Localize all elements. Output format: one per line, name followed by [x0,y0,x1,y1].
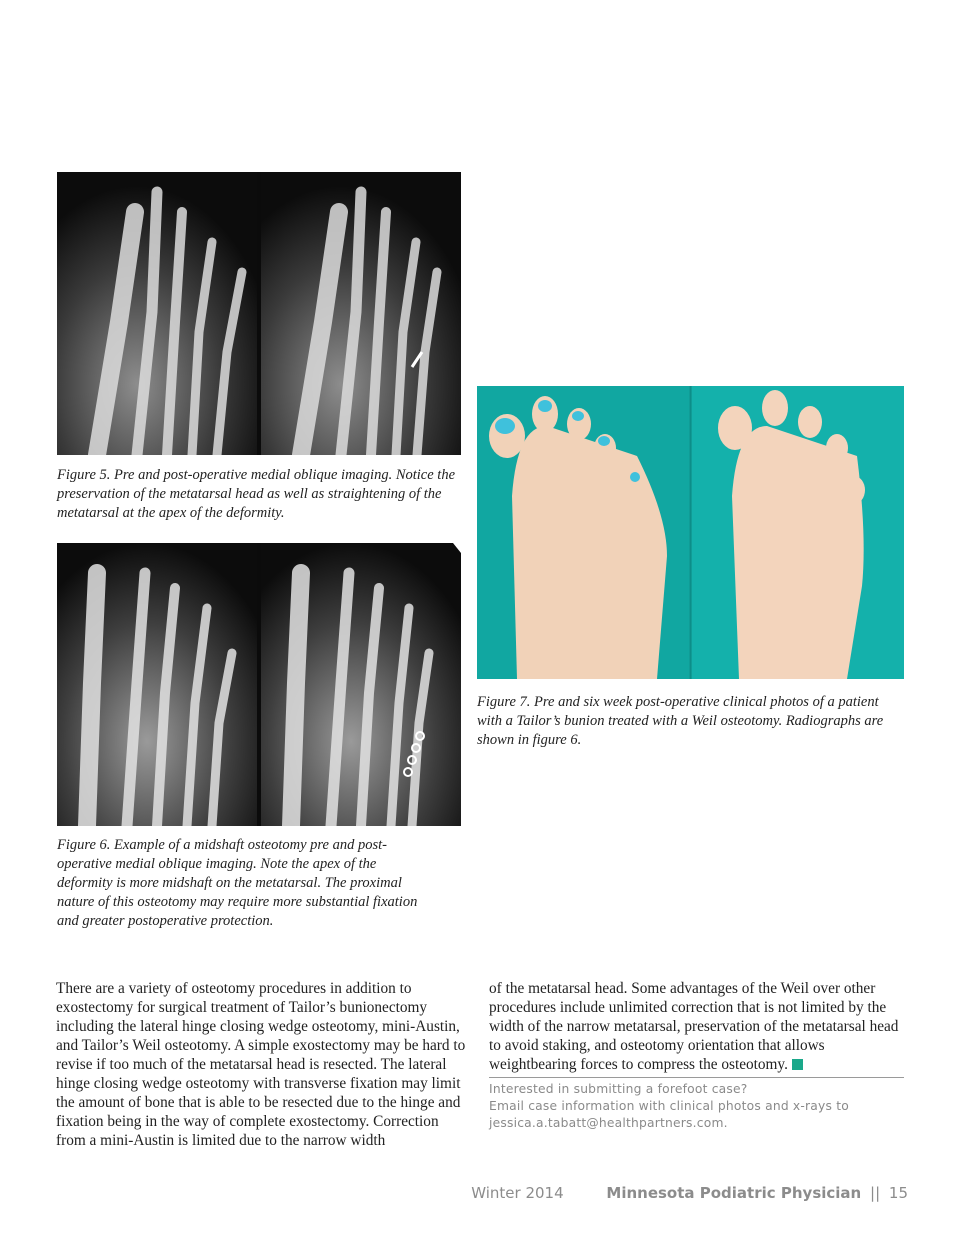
page-number: 15 [888,1184,908,1202]
callout-email-link[interactable]: jessica.a.tabatt@healthpartners.com. [489,1116,728,1130]
callout-line-2: Email case information with clinical photos and x-rays to [489,1099,849,1113]
figure6-xray-image [57,543,461,826]
article-column-2 [489,979,904,1074]
submission-callout [489,1077,904,1132]
end-of-article-mark-icon [792,1059,803,1070]
figure5-xray-image [57,172,461,455]
figure6-xray-graphic [57,543,461,826]
figure6-caption: Figure 6. Example of a midshaft osteotomy pre and post-operative medial oblique imaging. Note the apex of the deformity is more midshaft on the metatarsal. The proximal nature of this osteotomy may require more substantial fixation and greater postoperative protection. [57,837,418,929]
article-column-2-text: of the metatarsal head. Some advantages of the Weil over other procedures include unlimited correction that is not limited by the width of the narrow metatarsal, preservation of the metatarsal head to avoid staking, and osteotomy orientation that allows weightbearing forces to compress the osteotomy. [489,980,899,1073]
footer-separator: || [870,1184,881,1202]
article-column-1: There are a variety of osteotomy procedures in addition to exostectomy for surgical treatment of Tailor’s bunionectomy including the lateral hinge closing wedge osteotomy, mini-Austin, and Tailor’s Weil osteotomy. A simple exostectomy may be hard to revise if too much of the metatarsal head is resected. The lateral hinge closing wedge osteotomy with transverse fixation may limit the amount of bone that is able to be resected due to the hinge and fixation being in the way of complete exostectomy. Correction from a mini-Austin is limited due to the narrow width [56,980,466,1149]
page-footer [471,1184,908,1202]
figure7-photo-graphic [477,386,904,679]
figure7-caption: Figure 7. Pre and six week post-operative clinical photos of a patient with a Tailor’s bunion treated with a Weil osteotomy. Radiographs are shown in figure 6. [477,694,884,748]
issue-season: Winter 2014 [471,1184,564,1202]
magazine-title: Minnesota Podiatric Physician [606,1184,862,1202]
figure5-xray-graphic [57,172,461,455]
callout-line-1: Interested in submitting a forefoot case? [489,1082,748,1096]
figure5-caption: Figure 5. Pre and post-operative medial oblique imaging. Notice the preservation of the metatarsal head as well as straightening of the metatarsal at the apex of the deformity. [57,467,456,521]
figure7-clinical-photo [477,386,904,679]
